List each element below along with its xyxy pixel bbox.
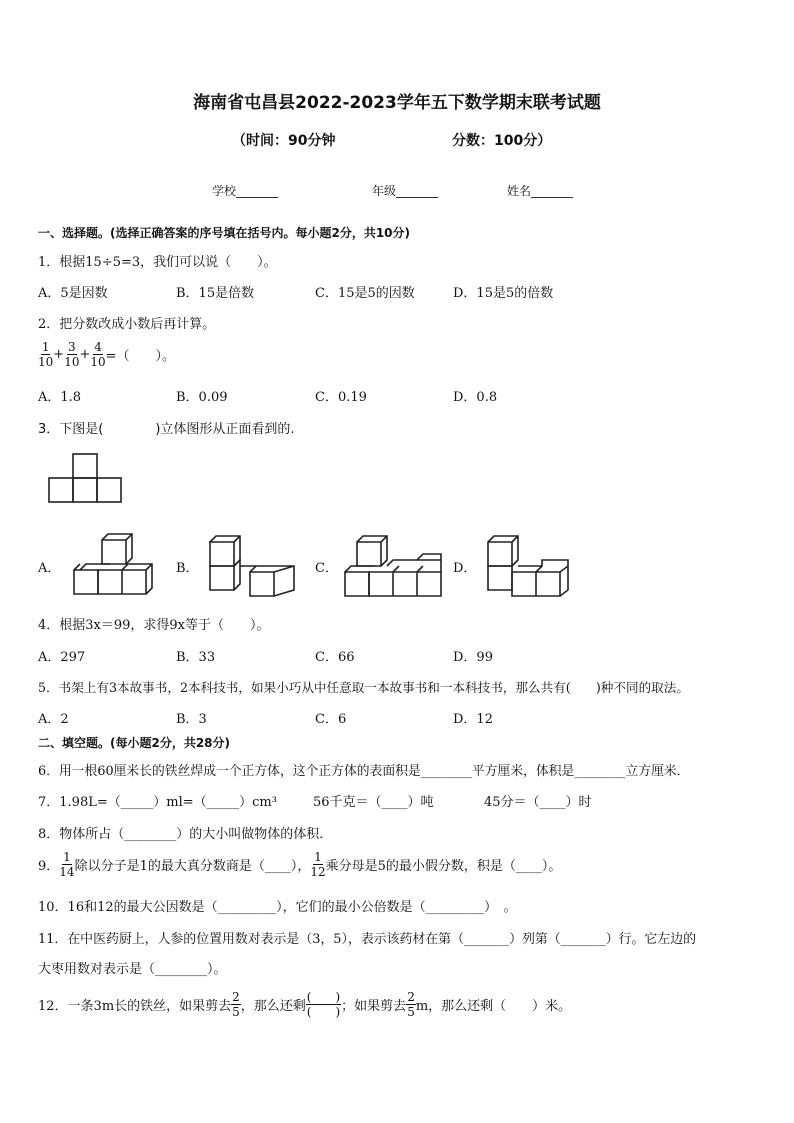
q2-expression xyxy=(38,340,175,369)
q9-fraction-2 xyxy=(310,850,325,879)
q5-option-c[interactable]: C．6 xyxy=(315,712,347,727)
q3-option-c-figure[interactable] xyxy=(345,536,445,598)
q12-f1-num: 2 xyxy=(232,990,240,1004)
q4-stem: 4．根据3x＝99，求得9x等于（ ）。 xyxy=(38,618,270,633)
q2-option-c[interactable]: C．0.19 xyxy=(315,390,367,405)
q4-option-b[interactable]: B．33 xyxy=(176,650,216,665)
q2-fraction-2 xyxy=(64,340,79,369)
q10-stem: 10．16和12的最大公因数是（_________），它们的最小公倍数是（_________） 。 xyxy=(38,900,517,915)
q5-option-d[interactable]: D．12 xyxy=(453,712,493,727)
q2-fraction-1 xyxy=(38,340,53,369)
exam-score: 分数：100分） xyxy=(452,133,552,149)
q9-f2-den: 12 xyxy=(310,865,326,879)
q2-plus-2: + xyxy=(79,347,91,362)
q12-blank-den[interactable]: ( ) xyxy=(306,1005,341,1019)
front-view-square-3 xyxy=(97,478,121,502)
school-field[interactable]: 学校_______ xyxy=(212,184,279,198)
q9-number: 9． xyxy=(38,859,60,874)
q3-stem: 3．下图是( )立体图形从正面看到的. xyxy=(38,422,295,437)
q4-option-c[interactable]: C．66 xyxy=(315,650,355,665)
cube-back xyxy=(387,554,441,572)
q2-f3-den: 10 xyxy=(90,355,106,369)
q9-f2-num: 1 xyxy=(314,850,322,864)
q9-middle-text: 除以分子是1的最大真分数商是（____）， xyxy=(74,859,311,874)
q12-stem xyxy=(38,990,571,1019)
q12-fraction-3 xyxy=(406,990,416,1019)
section2-heading: 二、填空题。(每小题2分，共28分) xyxy=(38,736,231,750)
grade-field[interactable]: 年级_______ xyxy=(372,184,439,198)
q11-stem-line2: 大枣用数对表示是（________）。 xyxy=(38,962,227,977)
q2-f1-den: 10 xyxy=(38,355,54,369)
q2-f2-num: 3 xyxy=(68,340,76,354)
q12-fraction-1 xyxy=(231,990,241,1019)
cube-row-2 xyxy=(369,572,441,596)
exam-time: （时间：90分钟 xyxy=(232,133,336,149)
q3-option-b-figure[interactable] xyxy=(210,536,300,598)
name-field[interactable]: 姓名_______ xyxy=(507,184,574,198)
q7-part-b: 56千克＝（____）吨 xyxy=(313,795,434,810)
q2-f2-den: 10 xyxy=(64,355,80,369)
q2-answer-blank: =（ ）。 xyxy=(105,349,176,364)
q2-option-b[interactable]: B．0.09 xyxy=(176,390,228,405)
q12-f3-num: 2 xyxy=(407,990,415,1004)
q1-option-b[interactable]: B．15是倍数 xyxy=(176,286,255,301)
q1-stem: 1．根据15÷5=3，我们可以说（ ）。 xyxy=(38,255,277,270)
q2-plus-1: + xyxy=(53,347,65,362)
q7-part-a: 7．1.98L=（_____）ml=（_____）cm³ xyxy=(38,795,277,810)
q12-prefix: 12．一条3m长的铁丝，如果剪去 xyxy=(38,999,232,1014)
q3-option-a-figure[interactable] xyxy=(74,534,164,596)
q12-fraction-blank[interactable] xyxy=(306,990,341,1019)
q5-option-a[interactable]: A．2 xyxy=(38,712,69,727)
cube-row xyxy=(98,564,152,594)
q12-middle-text-2: ；如果剪去 xyxy=(341,999,407,1014)
cube-left xyxy=(74,564,110,594)
q2-option-a[interactable]: A．1.8 xyxy=(38,390,82,405)
front-view-square-2 xyxy=(73,478,97,502)
q3-option-d-label[interactable]: D． xyxy=(453,561,477,576)
page-title: 海南省屯昌县2022-2023学年五下数学期末联考试题 xyxy=(193,93,601,113)
cube-base-1 xyxy=(488,566,512,590)
q11-stem-line1: 11．在中医药厨上，人参的位置用数对表示是（3，5），表示该药材在第（_______）列第（_______）行。它左边的 xyxy=(38,932,696,947)
q2-fraction-3 xyxy=(90,340,105,369)
q12-middle-text: ，那么还剩 xyxy=(240,999,306,1014)
q1-option-a[interactable]: A．5是因数 xyxy=(38,286,108,301)
q3-option-c-label[interactable]: C． xyxy=(315,561,338,576)
q12-blank-num[interactable]: ( ) xyxy=(306,990,341,1004)
q2-f1-num: 1 xyxy=(41,340,50,354)
q9-f1-den: 14 xyxy=(59,865,75,879)
cube-base-1 xyxy=(210,560,240,590)
q6-stem: 6．用一根60厘米长的铁丝焊成一个正方体，这个正方体的表面积是________平方厘米，体积是________立方厘米． xyxy=(38,764,690,779)
cube-base-2 xyxy=(240,566,294,596)
front-view-square-1 xyxy=(49,478,73,502)
q3-option-b-label[interactable]: B． xyxy=(176,561,199,576)
q12-tail-text: m，那么还剩（ ）米。 xyxy=(415,999,572,1014)
q3-front-view-figure xyxy=(48,454,123,504)
q1-option-c[interactable]: C．15是5的因数 xyxy=(315,286,415,301)
cube-top xyxy=(488,536,518,566)
cube-top xyxy=(210,536,240,566)
section1-heading: 一、选择题。(选择正确答案的序号填在括号内。每小题2分，共10分) xyxy=(38,226,411,240)
q4-option-a[interactable]: A．297 xyxy=(38,650,86,665)
q2-stem: 2．把分数改成小数后再计算。 xyxy=(38,317,216,332)
cube-base-row xyxy=(512,560,568,596)
q1-option-d[interactable]: D．15是5的倍数 xyxy=(453,286,554,301)
q3-option-d-figure[interactable] xyxy=(488,536,578,598)
q9-tail-text: 乘分母是5的最小假分数，积是（____）。 xyxy=(325,859,562,874)
q2-f3-num: 4 xyxy=(94,340,102,354)
q9-fraction-1 xyxy=(59,850,74,879)
q7-part-c: 45分＝（____）时 xyxy=(484,795,592,810)
cube-top xyxy=(102,534,132,564)
q8-stem: 8．物体所占（________）的大小叫做物体的体积． xyxy=(38,827,333,842)
q2-option-d[interactable]: D．0.8 xyxy=(453,390,498,405)
q12-f1-den: 5 xyxy=(232,1005,240,1019)
front-view-top-square xyxy=(73,454,97,478)
q3-option-a-label[interactable]: A． xyxy=(38,561,61,576)
cube-top xyxy=(357,536,387,566)
q5-stem: 5．书架上有3本故事书，2本科技书，如果小巧从中任意取一本故事书和一本科技书，那么共有( )种不同的取法。 xyxy=(38,680,689,695)
q12-f3-den: 5 xyxy=(407,1005,415,1019)
q5-option-b[interactable]: B．3 xyxy=(176,712,207,727)
q4-option-d[interactable]: D．99 xyxy=(453,650,493,665)
q9-f1-num: 1 xyxy=(63,850,71,864)
cube-row-1 xyxy=(345,566,375,596)
q9-stem xyxy=(38,850,561,879)
